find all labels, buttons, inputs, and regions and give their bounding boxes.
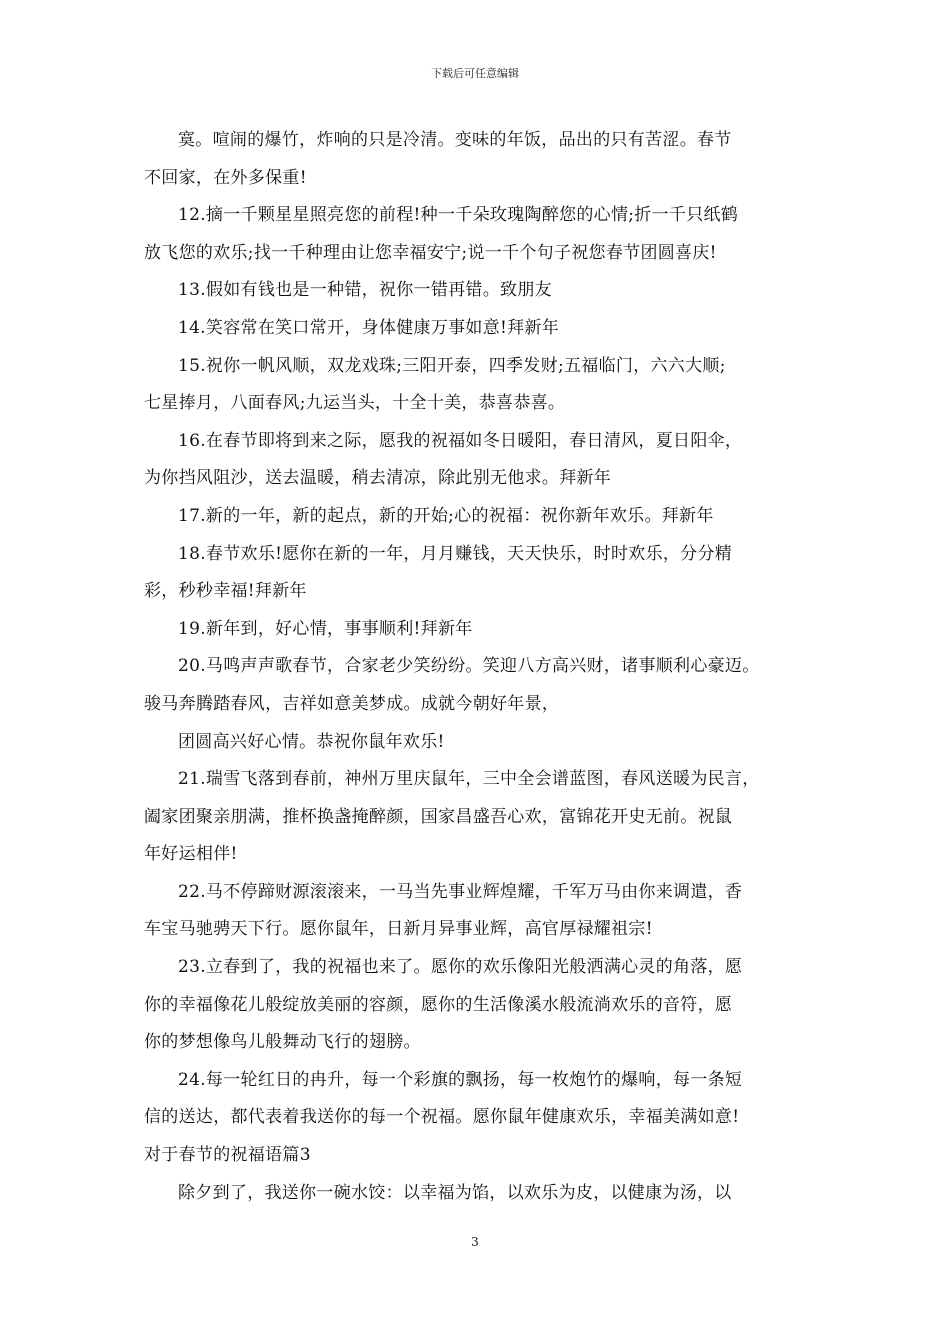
text-line: 信的送达，都代表着我送你的每一个祝福。愿你鼠年健康欢乐，幸福美满如意! bbox=[144, 1107, 740, 1128]
page-number: 3 bbox=[471, 1235, 479, 1249]
text-line: 不回家，在外多保重! bbox=[144, 167, 307, 188]
text-line: 骏马奔腾踏春风，吉祥如意美梦成。成就今朝好年景， bbox=[144, 693, 560, 714]
text-line: 24.每一轮红日的冉升，每一个彩旗的飘扬，每一枚炮竹的爆响，每一条短 bbox=[178, 1069, 743, 1090]
text-line: 七星捧月，八面春风;九运当头，十全十美，恭喜恭喜。 bbox=[144, 393, 566, 414]
text-line: 21.瑞雪飞落到春前，神州万里庆鼠年，三中全会谱蓝图，春风送暖为民言， bbox=[178, 769, 760, 790]
text-line: 为你挡风阻沙，送去温暖，稍去清凉，除此别无他求。拜新年 bbox=[144, 468, 612, 489]
text-line: 20.马鸣声声歌春节，合家老少笑纷纷。笑迎八方高兴财，诸事顺利心豪迈。 bbox=[178, 656, 760, 677]
text-line: 14.笑容常在笑口常开，身体健康万事如意!拜新年 bbox=[178, 317, 560, 338]
text-line: 阖家团聚亲朋满，推杯换盏掩醉颜，国家昌盛吾心欢，富锦花开史无前。祝鼠 bbox=[144, 806, 733, 827]
text-line: 年好运相伴! bbox=[144, 844, 238, 865]
text-line: 彩，秒秒幸福!拜新年 bbox=[144, 581, 307, 602]
text-line: 23.立春到了，我的祝福也来了。愿你的欢乐像阳光般洒满心灵的角落，愿 bbox=[178, 957, 743, 978]
text-line: 你的幸福像花儿般绽放美丽的容颜，愿你的生活像溪水般流淌欢乐的音符，愿 bbox=[144, 994, 733, 1015]
text-line: 寞。喧闹的爆竹，炸响的只是冷清。变味的年饭，品出的只有苦涩。春节 bbox=[178, 130, 732, 150]
text-line: 16.在春节即将到来之际，愿我的祝福如冬日暖阳，春日清风，夏日阳伞， bbox=[178, 430, 743, 451]
text-line: 对于春节的祝福语篇3 bbox=[144, 1145, 311, 1166]
body-text bbox=[144, 122, 808, 1212]
text-line: 18.春节欢乐!愿你在新的一年，月月赚钱，天天快乐，时时欢乐，分分精 bbox=[178, 543, 733, 564]
text-line: 22.马不停蹄财源滚滚来，一马当先事业辉煌耀，千军万马由你来调遣，香 bbox=[178, 881, 743, 902]
text-line: 19.新年到，好心情，事事顺利!拜新年 bbox=[178, 618, 473, 639]
header-note: 下载后可任意编辑 bbox=[431, 67, 519, 80]
text-line: 15.祝你一帆风顺，双龙戏珠;三阳开泰，四季发财;五福临门，六六大顺; bbox=[178, 355, 726, 376]
text-line: 车宝马驰骋天下行。愿你鼠年，日新月异事业辉，高官厚禄耀祖宗! bbox=[144, 919, 653, 940]
text-line: 除夕到了，我送你一碗水饺：以幸福为馅，以欢乐为皮，以健康为汤，以 bbox=[178, 1182, 732, 1203]
text-line: 你的梦想像鸟儿般舞动飞行的翅膀。 bbox=[144, 1032, 421, 1053]
text-line: 团圆高兴好心情。恭祝你鼠年欢乐! bbox=[178, 731, 445, 752]
text-line: 12.摘一千颗星星照亮您的前程!种一千朵玫瑰陶醉您的心情;折一千只纸鹤 bbox=[178, 205, 739, 226]
text-line: 17.新的一年，新的起点，新的开始;心的祝福：祝你新年欢乐。拜新年 bbox=[178, 505, 714, 526]
text-line: 13.假如有钱也是一种错，祝你一错再错。致朋友 bbox=[178, 280, 552, 301]
text-line: 放飞您的欢乐;找一千种理由让您幸福安宁;说一千个句子祝您春节团圆喜庆! bbox=[144, 242, 717, 263]
